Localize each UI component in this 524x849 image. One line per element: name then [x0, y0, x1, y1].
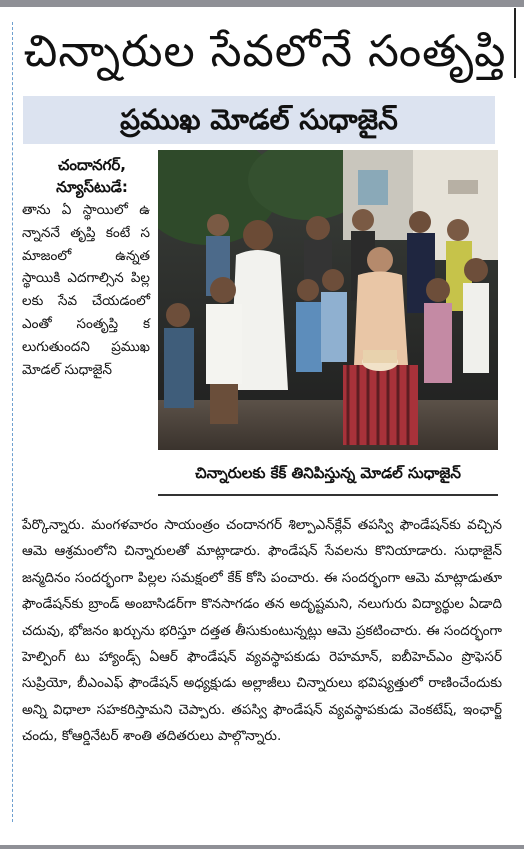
top-frame-bar: [0, 0, 524, 7]
caption-rule: [158, 494, 498, 496]
bottom-frame-bar: [0, 845, 524, 849]
photo-illustration: [158, 150, 498, 450]
column-rule: [12, 22, 13, 822]
news-photo: [158, 150, 498, 450]
dateline-source: న్యూస్‌టుడే:: [56, 178, 128, 196]
subheadline: ప్రముఖ మోడల్‌ సుధాజైన్‌: [120, 103, 398, 136]
body-text-full-width: పేర్కొన్నారు. మంగళవారం సాయంత్రం చందానగర్‌ శిల్పాఎన్‌క్లేవ్‌ తపస్వి ఫౌండేషన్‌కు వచ్చిన ఆమె ఆశ్రమంలోని చిన్నారులతో మాట్లాడారు. ఫౌండేషన్‌ సేవలను కొనియాడారు. సుధాజైన్‌ జన్మదినం సందర్భంగా పిల్లల సమక్షంలో కేక్‌ కోసి పంచారు. ఈ సందర్భంగా ఆమె మాట్లాడుతూ ఫౌండేషన్‌కు బ్రాండ్‌ అంబాసిడర్‌గా కొనసాగడం తన అదృష్టమని, నలుగురు విద్యార్థుల ఏడాది చదువు, భోజనం ఖర్చును భరిస్తూ దత్తత తీసుకుంటున్నట్లు ఆమె ప్రకటించారు. ఈ సందర్భంగా హెల్పింగ్‌ టు హ్యాండ్స్‌ ఏఆర్‌ ఫౌండేషన్‌ వ్యవస్థాపకుడు రెహమాన్‌, ఐబీహెచ్‌ఎం ప్రొఫెసర్‌ సుప్రియో, బీఎంఎఫ్‌ ఫౌండేషన్‌ అధ్యక్షుడు అల్లాజీలు చిన్నారులు భవిష్యత్తులో రాణించేందుకు అన్ని విధాలా సహకరిస్తామని చెప్పారు. తపస్వి ఫౌండేషన్‌ వ్యవస్థాపకుడు వెంకటేష్‌, ఇంఛార్జ్‌ చందు, కోఆర్డినేటర్‌ శాంతి తదితరులు పాల్గొన్నారు.: [22, 517, 502, 745]
dateline: [22, 154, 162, 198]
body-text-left-column: తాను ఏ స్థాయిలో ఉన్నాననే తృప్తి కంటే సమాజంలో ఉన్నత స్థాయికి ఎదగాల్సిన పిల్లలకు సేవ చేయడంలో ఎంతో సంతృప్తి కలుగుతుందని ప్రముఖ మోడల్‌ సుధాజైన్‌: [22, 202, 150, 378]
headline: చిన్నారుల సేవలోనే సంతృప్తి: [23, 26, 507, 77]
right-edge-rule: [514, 8, 516, 78]
dateline-place: చందానగర్,: [57, 156, 126, 174]
photo-caption: చిన్నారులకు కేక్‌ తినిపిస్తున్న మోడల్‌ సుధాజైన్‌: [195, 464, 461, 482]
